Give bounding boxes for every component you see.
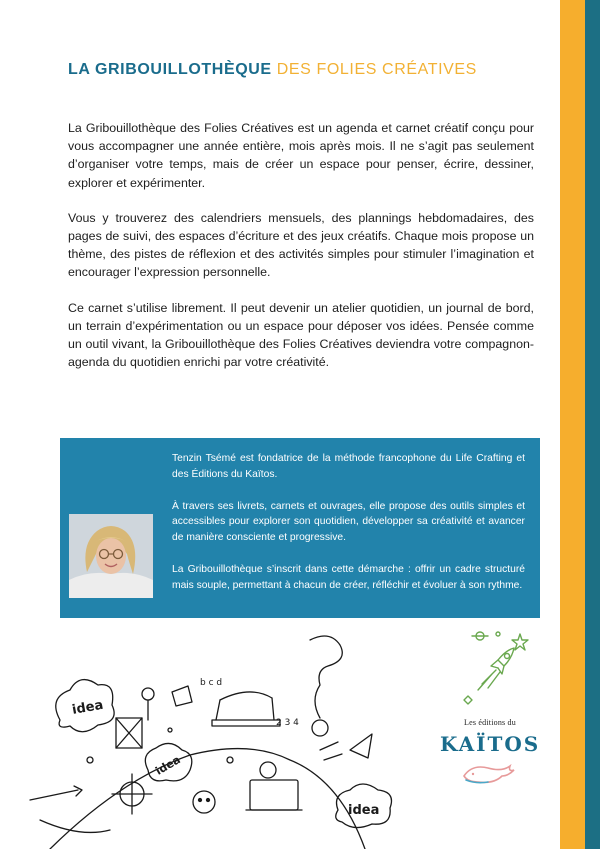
svg-text:2 3 4: 2 3 4 [276, 718, 299, 728]
bio-paragraph: Tenzin Tsémé est fondatrice de la méthode francophone du Life Crafting et des Éditions du Kaïtos. [172, 453, 525, 480]
title-light-part: DES FOLIES CRÉATIVES [276, 61, 477, 78]
author-photo [69, 514, 153, 598]
doodle-word: idea [348, 803, 380, 818]
doodle-word: idea [153, 753, 183, 778]
intro-paragraph: Vous y trouverez des calendriers mensuels, des plannings hebdomadaires, des pages de suivi, des espaces d’écriture et des jeux créatifs. Chaque mois propose un thème, des pistes de réflexion et des activités simples pour stimuler l’imagination et encourager l’expression personnelle. [68, 210, 534, 280]
publisher-label: Les éditions du [464, 718, 516, 727]
doodle-illustration [20, 630, 420, 849]
page-title [68, 61, 477, 79]
bio-paragraph: La Gribouillothèque s’inscrit dans cette démarche : offrir un cadre structuré mais souple, permettant à chacun de créer, réfléchir et évoluer à son rythme. [172, 563, 525, 591]
intro-text [68, 119, 534, 388]
publisher-name: KAÏTOS [440, 732, 541, 756]
orange-side-stripe [560, 0, 585, 849]
intro-paragraph: Ce carnet s’utilise librement. Il peut devenir un atelier quotidien, un journal de bord, un terrain d’expérimentation ou un espace pour déposer vos idées. Pensée comme un outil vivant, la Gribouillothèque des Folies Créatives deviendra votre compagnon-agenda du quotidien enrichi par votre créativité. [68, 300, 534, 370]
publisher-logo [440, 718, 540, 808]
title-bold-part: LA GRIBOUILLOTHÈQUE [68, 61, 272, 78]
rocket-icon [458, 626, 538, 706]
svg-text:b c d: b c d [200, 678, 223, 688]
bio-text [172, 451, 525, 610]
author-bio-box [60, 438, 540, 618]
intro-paragraph: La Gribouillothèque des Folies Créatives est un agenda et carnet créatif conçu pour vous accompagner une année entière, mois après mois. Il ne s’agit pas seulement d’organiser votre temps, mais de créer un espace pour penser, écrire, dessiner, explorer et expérimenter. [68, 121, 534, 190]
whale-icon [458, 758, 522, 786]
doodle-word: idea [70, 697, 105, 718]
bio-paragraph: À travers ses livrets, carnets et ouvrages, elle propose des outils simples et accessibles pour explorer son quotidien, développer sa créativité et avancer de manière consciente et progressive. [172, 500, 525, 544]
teal-side-stripe [585, 0, 600, 849]
